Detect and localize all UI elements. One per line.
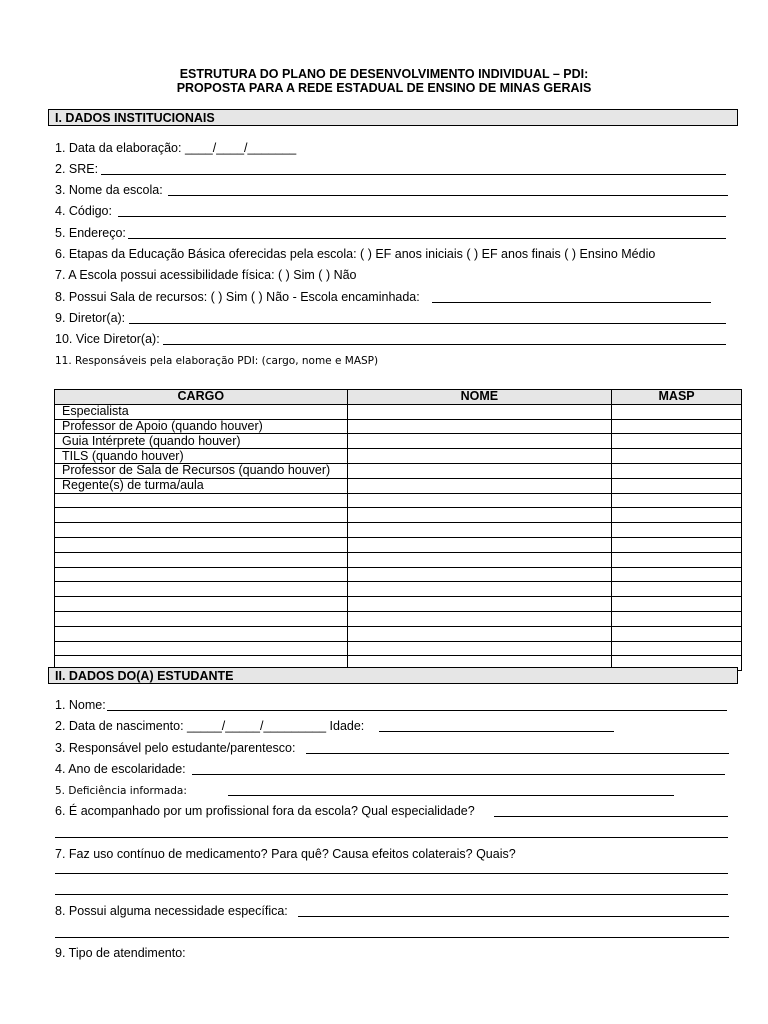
field-nome-escola-label: 3. Nome da escola:	[55, 183, 163, 197]
cell-nome[interactable]	[347, 537, 612, 552]
field-deficiencia-label: 5. Deficiência informada:	[55, 785, 187, 797]
field-acessibilidade: 7. A Escola possui acessibilidade física: ( ) Sim ( ) Não	[55, 268, 357, 282]
field-profissional-label: 6. É acompanhado por um profissional fora da escola? Qual especialidade?	[55, 804, 475, 818]
field-idade-line[interactable]	[379, 731, 614, 732]
cell-cargo: Professor de Apoio (quando houver)	[55, 419, 348, 434]
column-header-cargo: CARGO	[55, 390, 348, 405]
table-row	[55, 537, 742, 552]
field-profissional-line-2[interactable]	[55, 837, 728, 838]
cell-masp[interactable]	[612, 434, 742, 449]
field-medicamento-line-1[interactable]	[55, 873, 728, 874]
cell-masp[interactable]	[612, 626, 742, 641]
table-row	[55, 404, 742, 419]
field-sala-recursos-line[interactable]	[432, 302, 711, 303]
cell-nome[interactable]	[347, 493, 612, 508]
field-etapas-educacao: 6. Etapas da Educação Básica oferecidas pela escola: ( ) EF anos iniciais ( ) EF anos finais ( ) Ensino Médio	[55, 247, 656, 261]
field-sala-recursos-label: 8. Possui Sala de recursos: ( ) Sim ( ) Não - Escola encaminhada:	[55, 290, 420, 304]
field-tipo-atendimento: 9. Tipo de atendimento:	[55, 946, 186, 960]
cell-masp[interactable]	[612, 449, 742, 464]
table-row	[55, 449, 742, 464]
cell-cargo[interactable]	[55, 582, 348, 597]
field-nome-label: 1. Nome:	[55, 698, 106, 712]
field-nome-escola-line[interactable]	[168, 195, 728, 196]
cell-masp[interactable]	[612, 404, 742, 419]
cell-cargo[interactable]	[55, 626, 348, 641]
cell-masp[interactable]	[612, 478, 742, 493]
field-diretor-label: 9. Diretor(a):	[55, 311, 126, 325]
cell-masp[interactable]	[612, 537, 742, 552]
field-medicamento-label: 7. Faz uso contínuo de medicamento? Para quê? Causa efeitos colaterais? Quais?	[55, 847, 516, 861]
cell-cargo[interactable]	[55, 508, 348, 523]
field-nome-line[interactable]	[107, 710, 727, 711]
section-heading-dados-estudante: II. DADOS DO(A) ESTUDANTE	[48, 667, 738, 684]
cell-masp[interactable]	[612, 508, 742, 523]
table-row	[55, 582, 742, 597]
staff-table	[54, 389, 742, 671]
field-necessidade-line-2[interactable]	[55, 937, 729, 938]
table-row	[55, 611, 742, 626]
field-profissional-line[interactable]	[494, 816, 728, 817]
cell-cargo: Regente(s) de turma/aula	[55, 478, 348, 493]
field-codigo-label: 4. Código:	[55, 204, 112, 218]
field-ano-escolaridade-line[interactable]	[192, 774, 725, 775]
cell-nome[interactable]	[347, 508, 612, 523]
cell-masp[interactable]	[612, 419, 742, 434]
cell-cargo[interactable]	[55, 552, 348, 567]
field-sre-line[interactable]	[101, 174, 726, 175]
cell-masp[interactable]	[612, 582, 742, 597]
table-row	[55, 434, 742, 449]
cell-nome[interactable]	[347, 478, 612, 493]
cell-cargo: Especialista	[55, 404, 348, 419]
table-row	[55, 626, 742, 641]
cell-nome[interactable]	[347, 611, 612, 626]
cell-nome[interactable]	[347, 449, 612, 464]
table-row	[55, 463, 742, 478]
cell-nome[interactable]	[347, 626, 612, 641]
cell-cargo: Professor de Sala de Recursos (quando houver)	[55, 463, 348, 478]
cell-masp[interactable]	[612, 641, 742, 656]
cell-nome[interactable]	[347, 404, 612, 419]
table-row	[55, 419, 742, 434]
table-row	[55, 552, 742, 567]
cell-cargo[interactable]	[55, 493, 348, 508]
cell-masp[interactable]	[612, 523, 742, 538]
field-nascimento-label: 2. Data de nascimento: _____/_____/_________ Idade:	[55, 719, 365, 733]
cell-cargo: TILS (quando houver)	[55, 449, 348, 464]
table-row	[55, 508, 742, 523]
field-necessidade-line[interactable]	[298, 916, 729, 917]
cell-cargo[interactable]	[55, 641, 348, 656]
cell-masp[interactable]	[612, 597, 742, 612]
cell-cargo[interactable]	[55, 567, 348, 582]
cell-cargo[interactable]	[55, 611, 348, 626]
section-heading-dados-institucionais: I. DADOS INSTITUCIONAIS	[48, 109, 738, 126]
cell-nome[interactable]	[347, 463, 612, 478]
column-header-masp: MASP	[612, 390, 742, 405]
cell-cargo: Guia Intérprete (quando houver)	[55, 434, 348, 449]
field-vice-diretor-line[interactable]	[163, 344, 726, 345]
field-responsaveis: 11. Responsáveis pela elaboração PDI: (cargo, nome e MASP)	[55, 355, 379, 367]
field-diretor-line[interactable]	[129, 323, 726, 324]
cell-nome[interactable]	[347, 641, 612, 656]
cell-nome[interactable]	[347, 567, 612, 582]
cell-cargo[interactable]	[55, 537, 348, 552]
cell-nome[interactable]	[347, 523, 612, 538]
table-row	[55, 523, 742, 538]
cell-masp[interactable]	[612, 567, 742, 582]
field-endereco-line[interactable]	[128, 238, 726, 239]
table-row	[55, 597, 742, 612]
cell-masp[interactable]	[612, 552, 742, 567]
cell-masp[interactable]	[612, 463, 742, 478]
field-ano-escolaridade-label: 4. Ano de escolaridade:	[55, 762, 186, 776]
cell-cargo[interactable]	[55, 523, 348, 538]
field-deficiencia-line[interactable]	[228, 795, 674, 796]
cell-masp[interactable]	[612, 493, 742, 508]
field-vice-diretor-label: 10. Vice Diretor(a):	[55, 332, 160, 346]
field-medicamento-line-2[interactable]	[55, 894, 728, 895]
cell-nome[interactable]	[347, 582, 612, 597]
table-row	[55, 641, 742, 656]
field-data-elaboracao: 1. Data da elaboração: ____/____/_______	[55, 141, 297, 155]
table-row	[55, 493, 742, 508]
field-responsavel-label: 3. Responsável pelo estudante/parentesco:	[55, 741, 296, 755]
cell-nome[interactable]	[347, 597, 612, 612]
column-header-nome: NOME	[347, 390, 612, 405]
field-necessidade-label: 8. Possui alguma necessidade específica:	[55, 904, 288, 918]
cell-masp[interactable]	[612, 611, 742, 626]
field-sre-label: 2. SRE:	[55, 162, 99, 176]
cell-cargo[interactable]	[55, 597, 348, 612]
cell-nome[interactable]	[347, 552, 612, 567]
cell-nome[interactable]	[347, 434, 612, 449]
field-codigo-line[interactable]	[118, 216, 726, 217]
field-endereco-label: 5. Endereço:	[55, 226, 126, 240]
table-row	[55, 478, 742, 493]
table-row	[55, 567, 742, 582]
cell-nome[interactable]	[347, 419, 612, 434]
field-responsavel-line[interactable]	[306, 753, 729, 754]
document-title-line-2: PROPOSTA PARA A REDE ESTADUAL DE ENSINO DE MINAS GERAIS	[176, 81, 592, 95]
document-title-line-1: ESTRUTURA DO PLANO DE DESENVOLVIMENTO INDIVIDUAL – PDI:	[179, 67, 589, 81]
